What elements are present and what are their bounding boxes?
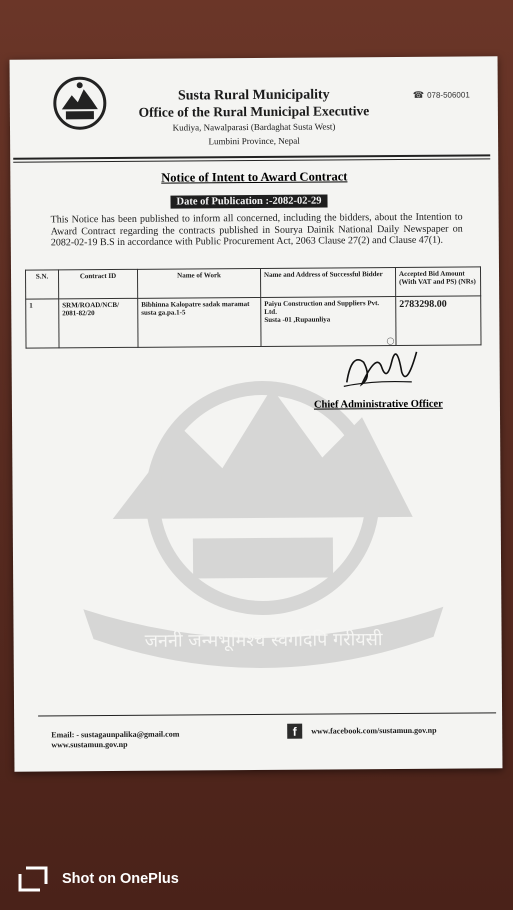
cell-work: Bibhinna Kalopatre sadak maramat susta ga.pa.1-5 [138,297,261,347]
watermark-motto: जननी जन्मभूमिश्च स्वर्गादपि गरीयसी [144,629,383,652]
cell-sn: 1 [26,299,59,348]
phone-icon: ☎ [412,89,425,100]
official-stamp: ◯ [385,335,396,347]
cell-contract-id: SRM/ROAD/NCB/ 2081-82/20 [59,298,138,348]
header-amount: Accepted Bid Amount (With VAT and PS) (NRs) [395,267,480,297]
notice-document [10,56,503,771]
header-bidder: Name and Address of Successful Bidder [260,268,395,298]
signature [341,332,421,393]
address-line-1: Kudiya, Nawalparasi (Bardaghat Susta West) [172,121,336,133]
footer-contact [51,730,179,751]
footer-facebook: www.facebook.com/sustamun.gov.np [311,725,437,736]
cell-amount: 2783298.00 [396,296,481,346]
footer-website: www.sustamun.gov.np [51,739,128,750]
notice-intro: This Notice has been published to inform all concerned, including the bidders, about the Intention to Award Contract regarding the contracts published in Sourya Dainik National Daily Newspaper on 2082-02-19 B.S in accordance with Public Procurement Act, 2063 Clause 27(2) and Clause 47(1). [50,211,463,249]
signatory-title: Chief Administrative Officer [313,398,443,411]
bidder-name: Paiyu Construction and Suppliers Pvt. Ltd. [264,299,380,316]
camera-label: Shot on OnePlus [62,871,179,887]
footer-divider [38,712,496,716]
address-line-2: Lumbini Province, Nepal [208,135,300,147]
header-contract-id: Contract ID [58,269,137,299]
header-sn: S.N. [25,270,58,299]
publication-date: Date of Publication :-2082-02-29 [170,194,327,208]
facebook-icon: f [287,724,302,739]
oneplus-logo-icon [18,866,48,892]
municipality-name: Susta Rural Municipality [177,87,330,104]
office-name: Office of the Rural Municipal Executive [138,103,370,120]
phone-text: 078-506001 [427,90,470,100]
camera-watermark [18,866,179,892]
footer-email: Email: - sustagaunpalika@gmail.com [51,729,180,740]
notice-title: Notice of Intent to Award Contract [161,169,348,185]
table-header-row [25,267,480,299]
header-work: Name of Work [137,268,260,298]
bidder-address: Susta -01 ,Rupaunliya [264,315,331,324]
